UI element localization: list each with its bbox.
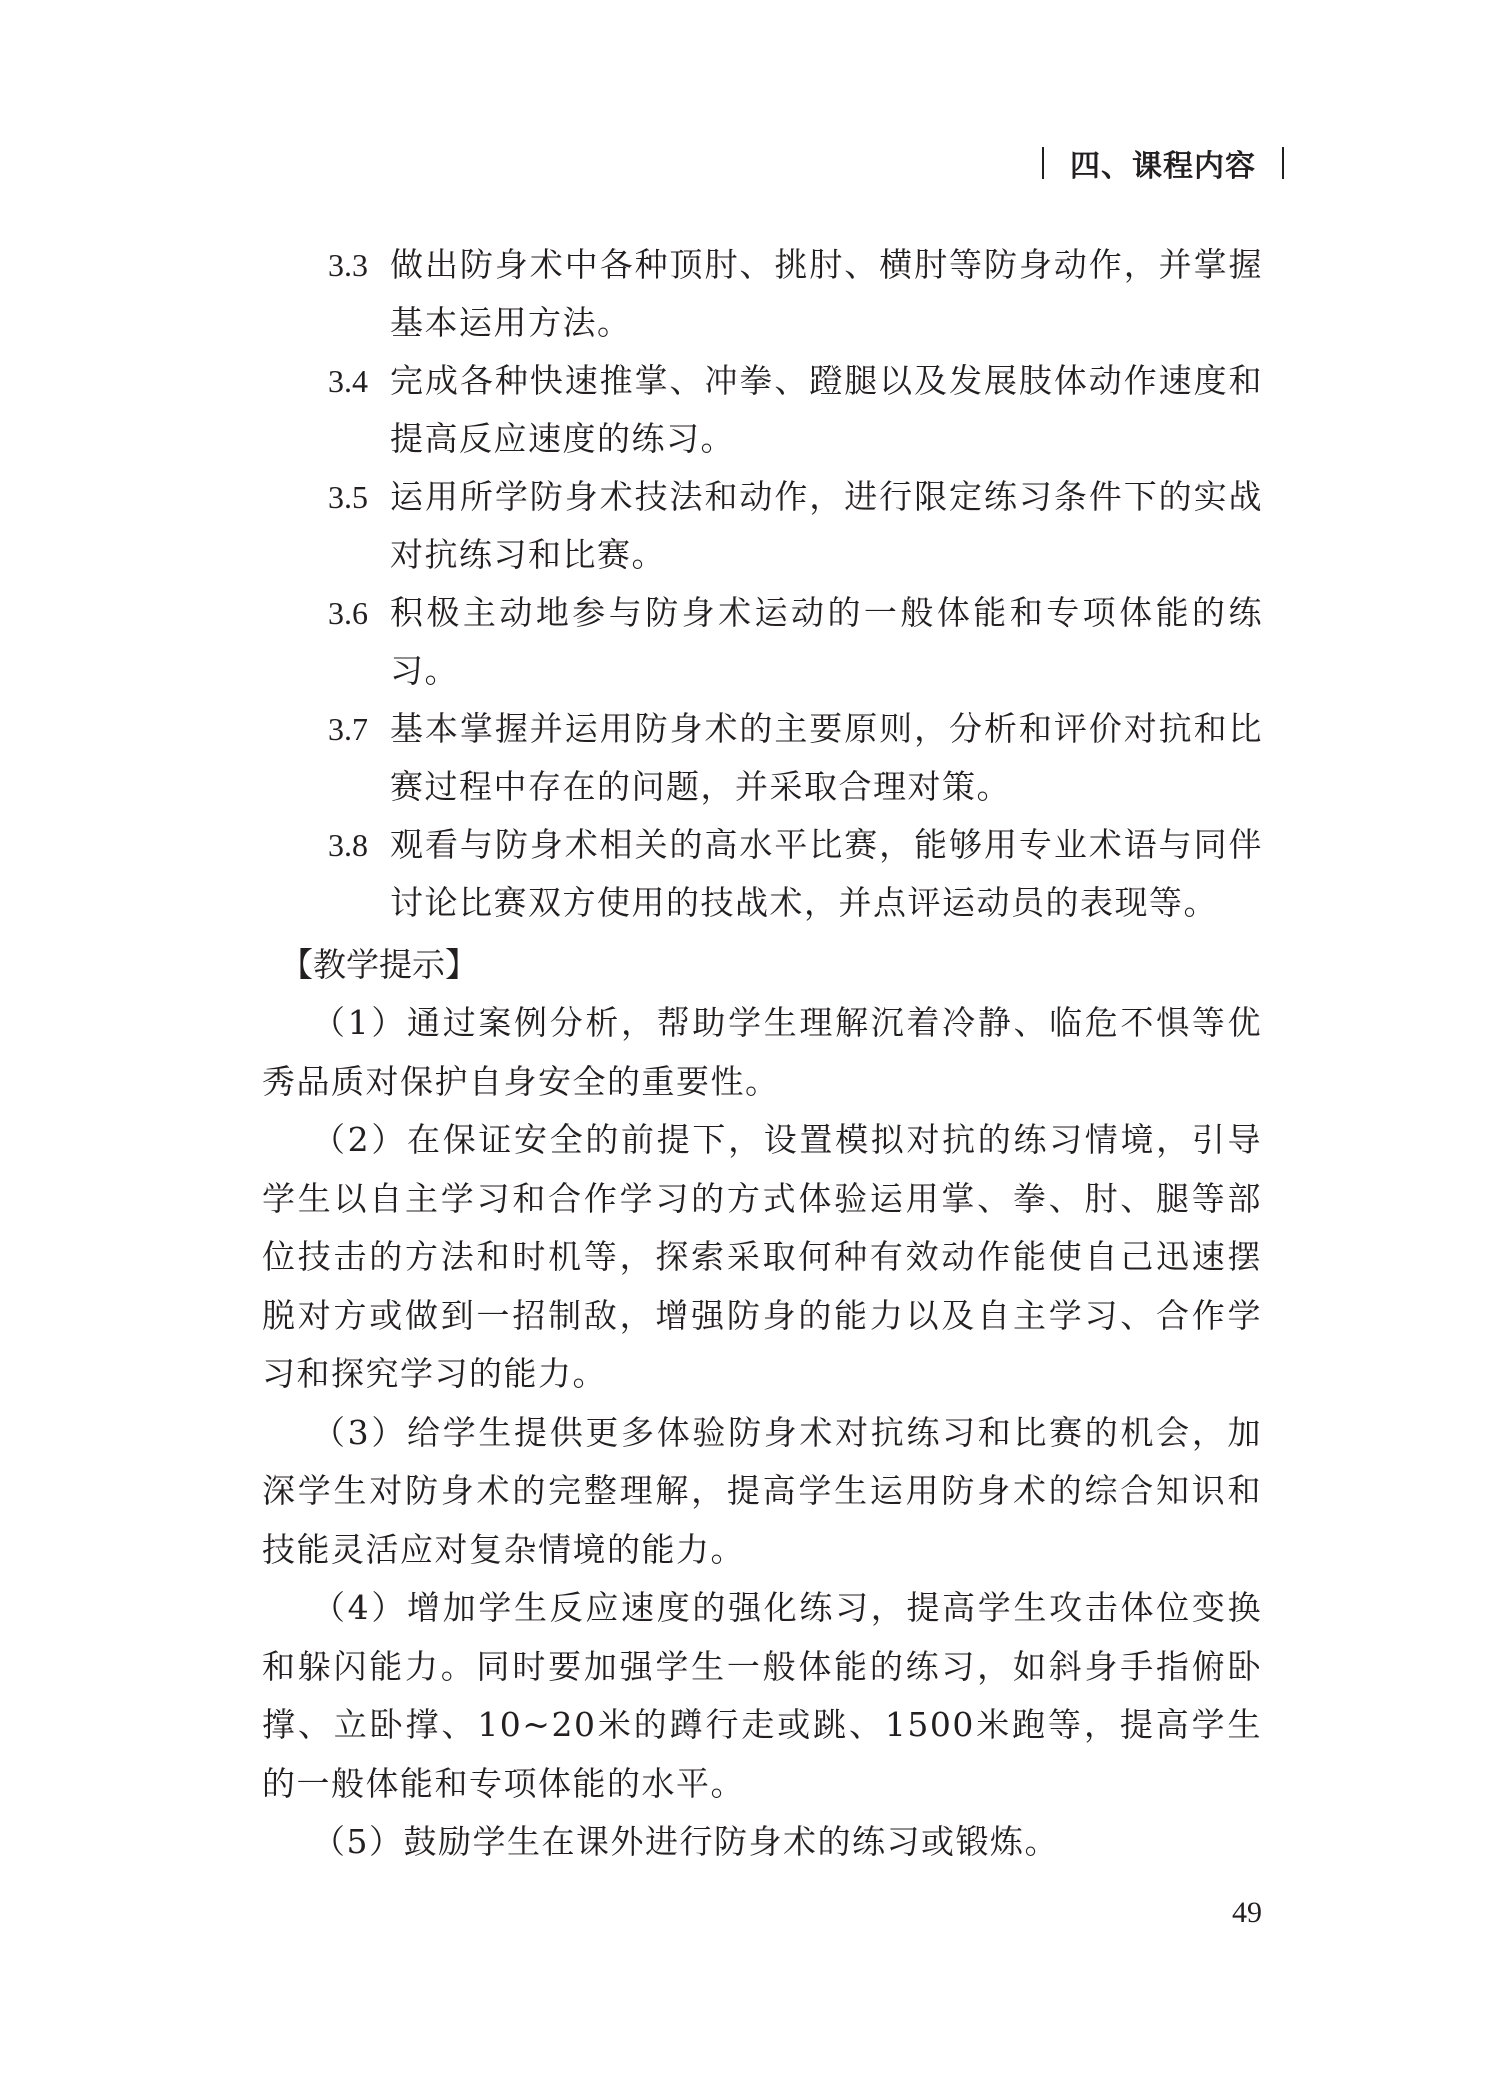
- objective-item: [328, 584, 1263, 700]
- teaching-tip-paragraph: （5）鼓励学生在课外进行防身术的练习或锻炼。: [312, 1822, 1059, 1861]
- objective-text: 积极主动地参与防身术运动的一般体能和专项体能的练习。: [390, 593, 1263, 690]
- header-left-rule: [1042, 147, 1044, 179]
- page-number: 49: [1232, 1896, 1262, 1929]
- objective-text: 观看与防身术相关的高水平比赛，能够用专业术语与同伴讨论比赛双方使用的技战术，并点评运动员的表现等。: [390, 825, 1263, 922]
- objective-item: [328, 468, 1263, 584]
- header-right-rule: [1282, 147, 1284, 179]
- running-header: [1042, 140, 1284, 186]
- teaching-tips-heading: 【教学提示】: [280, 945, 478, 984]
- header-title: 四、课程内容: [1070, 149, 1256, 184]
- teaching-tip-paragraph: （1）通过案例分析，帮助学生理解沉着冷静、临危不惧等优秀品质对保护自身安全的重要性。: [262, 1003, 1262, 1101]
- teaching-tip-paragraph: （2）在保证安全的前提下，设置模拟对抗的练习情境，引导学生以自主学习和合作学习的方式体验运用掌、拳、肘、腿等部位技击的方法和时机等，探索采取何种有效动作能使自己迅速摆脱对方或做到一招制敌，增强防身的能力以及自主学习、合作学习和探究学习的能力。: [262, 1120, 1262, 1393]
- teaching-tip-paragraph: （4）增加学生反应速度的强化练习，提高学生攻击体位变换和躲闪能力。同时要加强学生一般体能的练习，如斜身手指俯卧撑、立卧撑、10~20米的蹲行走或跳、1500米跑等，提高学生的一般体能和专项体能的水平。: [262, 1588, 1262, 1803]
- teaching-tip-paragraph: （3）给学生提供更多体验防身术对抗练习和比赛的机会，加深学生对防身术的完整理解，提高学生运用防身术的综合知识和技能灵活应对复杂情境的能力。: [262, 1412, 1262, 1569]
- objective-number: 3.6: [328, 595, 368, 631]
- teaching-tips-section: [262, 936, 1262, 1872]
- objective-item: [328, 816, 1263, 932]
- objectives-list: [328, 236, 1263, 932]
- objective-item: [328, 352, 1263, 468]
- objective-item: [328, 700, 1263, 816]
- objective-text: 完成各种快速推掌、冲拳、蹬腿以及发展肢体动作速度和提高反应速度的练习。: [390, 361, 1263, 458]
- objective-text: 运用所学防身术技法和动作，进行限定练习条件下的实战对抗练习和比赛。: [390, 477, 1263, 574]
- objective-item: [328, 236, 1263, 352]
- objective-number: 3.8: [328, 827, 368, 863]
- objective-text: 基本掌握并运用防身术的主要原则，分析和评价对抗和比赛过程中存在的问题，并采取合理对策。: [390, 709, 1263, 806]
- objective-number: 3.7: [328, 711, 368, 747]
- objective-text: 做出防身术中各种顶肘、挑肘、横肘等防身动作，并掌握基本运用方法。: [390, 245, 1263, 342]
- objective-number: 3.3: [328, 247, 368, 283]
- objective-number: 3.4: [328, 363, 368, 399]
- objective-number: 3.5: [328, 479, 368, 515]
